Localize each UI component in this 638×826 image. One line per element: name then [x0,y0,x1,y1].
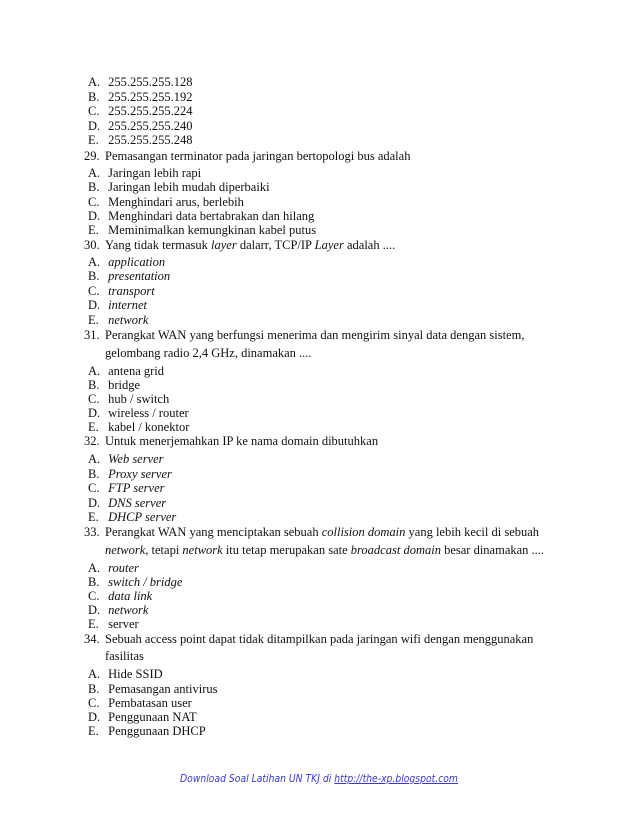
option-text: Jaringan lebih rapi [108,166,202,180]
question-text: Perangkat WAN yang berfungsi menerima dan mengirim sinyal data dengan sistem, [105,328,525,342]
option-q28-b: B. 255.255.255.192 [88,90,193,104]
option-q28-e: E. 255.255.255.248 [88,133,193,147]
option-text: FTP server [108,481,165,495]
question-30 [84,238,395,253]
option-text: Hide SSID [108,667,163,681]
question-31 [84,328,524,343]
option-q31-d: D. wireless / router [88,406,189,420]
option-q29-e: E. Meminimalkan kemungkinan kabel putus [88,223,317,237]
option-q34-d: D. Penggunaan NAT [88,710,197,724]
option-text: antena grid [108,364,165,378]
question-text: Sebuah access point dapat tidak ditampilkan pada jaringan wifi dengan menggunakan [105,632,534,646]
option-text: network [108,603,149,617]
option-text: Proxy server [108,467,172,481]
option-text: Menghindari data bertabrakan dan hilang [108,209,315,223]
option-text: network [108,313,149,327]
option-q33-e: E. server [88,617,139,631]
option-q34-a: A. Hide SSID [88,667,163,681]
question-33 [84,525,539,540]
option-text: application [108,255,166,269]
option-q28-c: C. 255.255.255.224 [88,104,193,118]
option-text: Penggunaan NAT [108,710,197,724]
option-q30-b: B. presentation [88,269,171,283]
footer-text: Download Soal Latihan UN TKJ di [180,773,335,785]
question-32 [84,434,378,449]
option-text: wireless / router [108,406,189,420]
option-q30-a: A. application [88,255,166,269]
option-q34-b: B. Pemasangan antivirus [88,682,218,696]
question-number: 29. [84,149,100,163]
question-text: Pemasangan terminator pada jaringan bertopologi bus adalah [105,149,411,163]
question-29 [84,149,410,164]
option-text: DNS server [108,496,167,510]
option-text: 255.255.255.240 [108,119,193,133]
option-q34-c: C. Pembatasan user [88,696,192,710]
option-q30-c: C. transport [88,284,155,298]
option-text: switch / bridge [108,575,183,589]
option-text: bridge [108,378,141,392]
question-number: 33. [84,525,100,539]
option-q29-d: D. Menghindari data bertabrakan dan hilang [88,209,315,223]
option-q29-a: A. Jaringan lebih rapi [88,166,202,180]
option-q31-b: B. bridge [88,378,141,392]
question-text: Perangkat WAN yang menciptakan sebuah collision domain yang lebih kecil di sebuah [105,525,540,539]
option-text: Menghindari arus, berlebih [108,195,244,209]
option-q31-e: E. kabel / konektor [88,420,190,434]
option-q32-a: A. Web server [88,452,164,466]
option-text: 255.255.255.248 [108,133,193,147]
option-text: presentation [108,269,171,283]
option-text: 255.255.255.224 [108,104,193,118]
option-text: kabel / konektor [108,420,190,434]
option-q30-e: E. network [88,313,149,327]
option-text: server [108,617,139,631]
option-q31-c: C. hub / switch [88,392,170,406]
option-q33-d: D. network [88,603,149,617]
option-q28-a: A. 255.255.255.128 [88,75,193,89]
option-q32-e: E. DHCP server [88,510,177,524]
option-text: 255.255.255.128 [108,75,193,89]
option-q34-e: E. Penggunaan DHCP [88,724,206,738]
question-text: gelombang radio 2,4 GHz, dinamakan .... [105,346,312,360]
option-q30-d: D. internet [88,298,148,312]
question-text: network, tetapi network itu tetap merupakan sate broadcast domain besar dinamakan .... [105,543,545,557]
option-text: internet [108,298,148,312]
option-q29-b: B. Jaringan lebih mudah diperbaiki [88,180,270,194]
option-text: 255.255.255.192 [108,90,193,104]
option-q31-a: A. antena grid [88,364,165,378]
option-text: router [108,561,139,575]
question-33-line-2 [105,543,544,558]
question-31-line-2 [105,346,312,361]
footer-download-note [38,773,599,785]
question-number: 32. [84,434,100,448]
option-q32-b: B. Proxy server [88,467,172,481]
question-text: fasilitas [105,649,144,663]
option-q33-c: C. data link [88,589,153,603]
option-text: hub / switch [108,392,170,406]
option-text: data link [108,589,153,603]
question-text: Yang tidak termasuk layer dalarr, TCP/IP Layer adalah .... [105,238,396,252]
option-text: Pembatasan user [108,696,192,710]
option-text: Jaringan lebih mudah diperbaiki [108,180,270,194]
option-q33-a: A. router [88,561,139,575]
option-q32-c: C. FTP server [88,481,165,495]
question-34-line-2 [105,649,144,664]
option-q32-d: D. DNS server [88,496,167,510]
option-text: Meminimalkan kemungkinan kabel putus [108,223,317,237]
option-text: transport [108,284,155,298]
question-number: 30. [84,238,100,252]
footer-link[interactable]: http://the-xp.blogspot.com [334,773,458,785]
option-q33-b: B. switch / bridge [88,575,183,589]
option-q28-d: D. 255.255.255.240 [88,119,193,133]
question-number: 34. [84,632,100,646]
question-text: Untuk menerjemahkan IP ke nama domain dibutuhkan [105,434,379,448]
question-34 [84,632,533,647]
question-number: 31. [84,328,100,342]
option-q29-c: C. Menghindari arus, berlebih [88,195,244,209]
option-text: Web server [108,452,164,466]
option-text: DHCP server [108,510,177,524]
option-text: Pemasangan antivirus [108,682,218,696]
option-text: Penggunaan DHCP [108,724,206,738]
